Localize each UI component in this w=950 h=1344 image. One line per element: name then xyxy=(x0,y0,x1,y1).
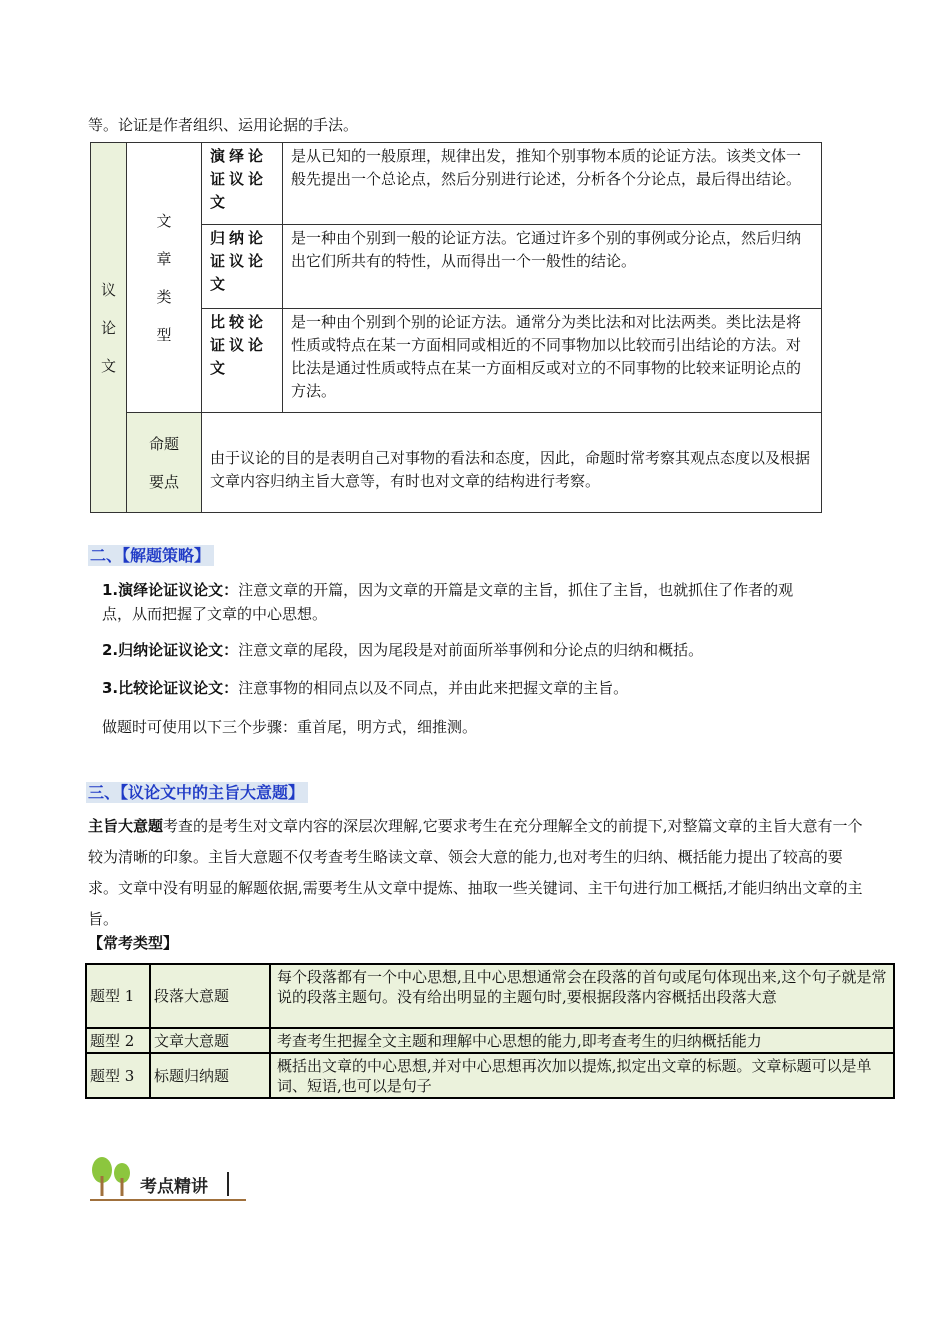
deductive-label: 演绎论证议论文 xyxy=(202,143,283,225)
key-points-desc: 由于议论的目的是表明自己对事物的看法和态度，因此，命题时常考察其观点态度以及根据文章内容归纳主旨大意等，有时也对文章的结构进行考察。 xyxy=(202,413,822,513)
comparative-desc: 是一种由个别到个别的论证方法。通常分为类比法和对比法两类。类比法是将性质或特点在某一方面相同或相近的不同事物加以比较而引出结论的方法。对比法是通过性质或特点在某一方面相反或对立的不同事物的比较来证明论点的方法。 xyxy=(283,309,822,413)
type-no: 题型 3 xyxy=(86,1053,150,1098)
type-no: 题型 2 xyxy=(86,1028,150,1053)
article-type-cell: 文 章 类 型 xyxy=(127,143,202,413)
intro-text: 等。论证是作者组织、运用论据的手法。 xyxy=(88,116,359,134)
type-desc: 考查考生把握全文主题和理解中心思想的能力,即考查考生的归纳概括能力 xyxy=(270,1028,894,1053)
badge-label: 考点精讲 xyxy=(140,1177,208,1197)
key-points-label: 命题 要点 xyxy=(127,413,202,513)
inductive-label: 归纳论证议论文 xyxy=(202,225,283,309)
argument-essay-table xyxy=(90,142,822,513)
strategy-item-2: 2.归纳论证议论文：注意文章的尾段，因为尾段是对前面所举事例和分论点的归纳和概括。 xyxy=(102,641,704,659)
table-row xyxy=(86,964,894,1028)
main-idea-paragraph: 主旨大意题考查的是考生对文章内容的深层次理解,它要求考生在充分理解全文的前提下,对整篇文章的主旨大意有一个较为清晰的印象。主旨大意题不仅考查考生略读文章、领会大意的能力,也对考生的归纳、概括能力提出了较高的要求。文章中没有明显的解题依据,需要考生从文章中提炼、抽取一些关键词、主干句进行加工概括,才能归纳出文章的主旨。 xyxy=(88,817,863,928)
type-desc: 概括出文章的中心思想,并对中心思想再次加以提炼,拟定出文章的标题。文章标题可以是单词、短语,也可以是句子 xyxy=(270,1053,894,1098)
type-desc: 每个段落都有一个中心思想,且中心思想通常会在段落的首句或尾句体现出来,这个句子就是常说的段落主题句。没有给出明显的主题句时,要根据段落内容概括出段落大意 xyxy=(270,964,894,1028)
section2-heading: 二、【解题策略】 xyxy=(88,545,214,566)
table-row xyxy=(86,1053,894,1098)
table-row xyxy=(86,1028,894,1053)
type-name: 标题归纳题 xyxy=(150,1053,270,1098)
inductive-desc: 是一种由个别到一般的论证方法。它通过许多个别的事例或分论点，然后归纳出它们所共有的特性，从而得出一个一般性的结论。 xyxy=(283,225,822,309)
deductive-desc: 是从已知的一般原理，规律出发，推知个别事物本质的论证方法。该类文体一般先提出一个总论点，然后分别进行论述，分析各个分论点，最后得出结论。 xyxy=(283,143,822,225)
section3-heading: 三、【议论文中的主旨大意题】 xyxy=(86,782,308,803)
comparative-label: 比较论证议论文 xyxy=(202,309,283,413)
strategy-item-3: 3.比较论证议论文：注意事物的相同点以及不同点，并由此来把握文章的主旨。 xyxy=(102,679,629,697)
category-cell: 议 论 文 xyxy=(91,143,127,513)
common-types-title: 【常考类型】 xyxy=(88,934,179,952)
type-no: 题型 1 xyxy=(86,964,150,1028)
type-name: 文章大意题 xyxy=(150,1028,270,1053)
type-name: 段落大意题 xyxy=(150,964,270,1028)
question-types-table xyxy=(85,963,895,1099)
strategy-item-1: 1.演绎论证议论文：注意文章的开篇，因为文章的开篇是文章的主旨，抓住了主旨，也就抓住了作者的观点，从而把握了文章的中心思想。 xyxy=(102,581,794,623)
strategy-steps: 做题时可使用以下三个步骤：重首尾，明方式，细推测。 xyxy=(102,718,478,736)
